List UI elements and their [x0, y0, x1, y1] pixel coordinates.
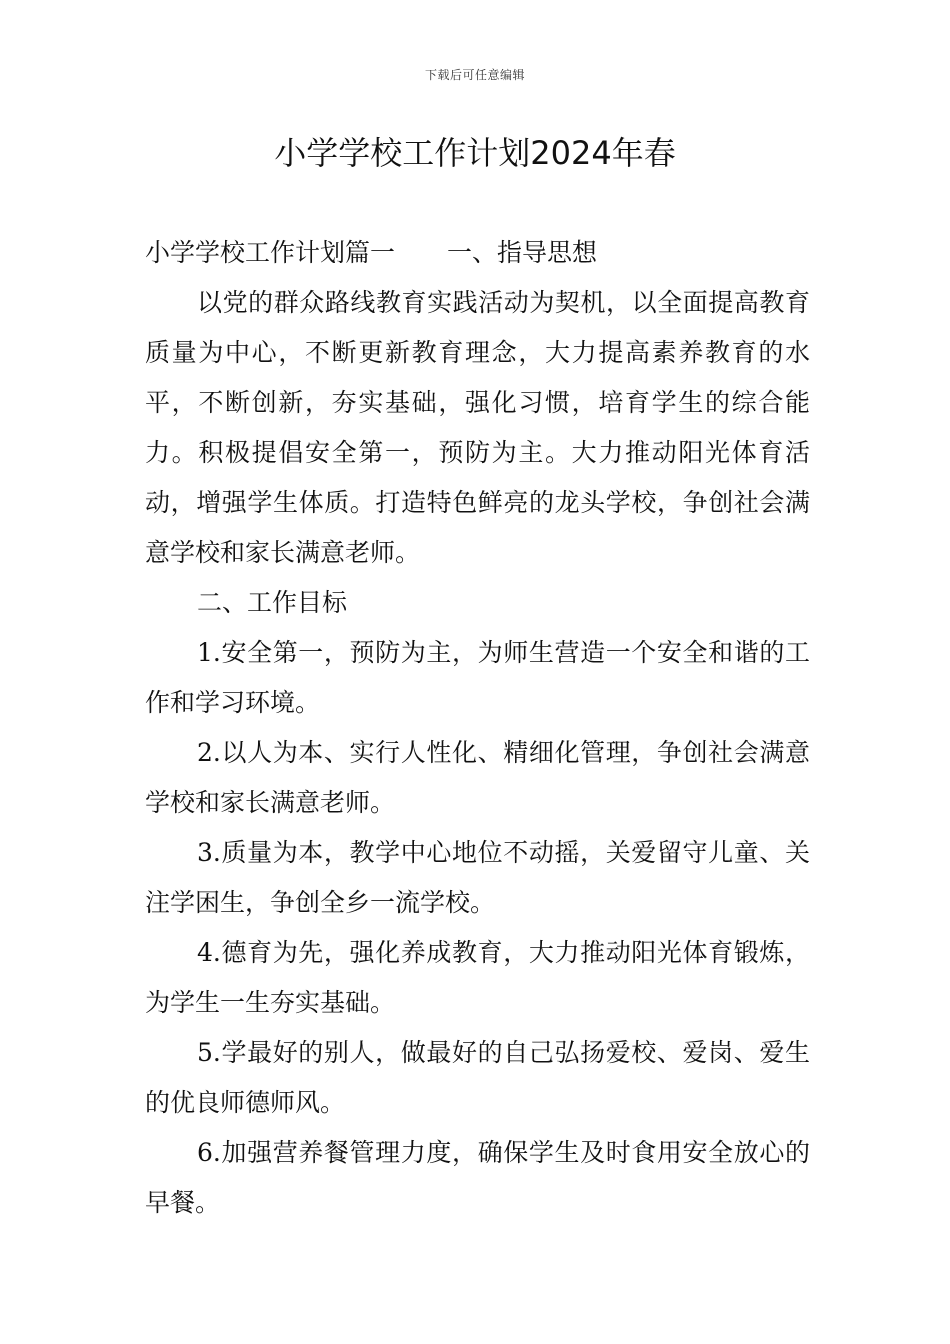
document-body	[145, 228, 810, 1228]
goal-item-6: 6.加强营养餐管理力度，确保学生及时食用安全放心的早餐。	[145, 1138, 810, 1217]
goal-item-4: 4.德育为先，强化养成教育，大力推动阳光体育锻炼，为学生一生夯实基础。	[145, 938, 810, 1017]
section-heading-goals: 二、工作目标	[197, 588, 348, 617]
goal-item-2: 2.以人为本、实行人性化、精细化管理，争创社会满意学校和家长满意老师。	[145, 738, 810, 817]
page-header-note: 下载后可任意编辑	[424, 68, 525, 82]
goal-item-1: 1.安全第一，预防为主，为师生营造一个安全和谐的工作和学习环境。	[145, 638, 810, 717]
article-heading: 小学学校工作计划篇一	[145, 238, 396, 267]
section-heading-line	[145, 228, 810, 278]
paragraph-guiding-thought: 以党的群众路线教育实践活动为契机，以全面提高教育质量为中心，不断更新教育理念，大力提高素养教育的水平，不断创新，夯实基础，强化习惯，培育学生的综合能力。积极提倡安全第一，预防为主。大力推动阳光体育活动，增强学生体质。打造特色鲜亮的龙头学校，争创社会满意学校和家长满意老师。	[145, 288, 810, 567]
document-title: 小学学校工作计划2024年春	[274, 134, 676, 172]
goal-item-3: 3.质量为本，教学中心地位不动摇，关爱留守儿童、关注学困生，争创全乡一流学校。	[145, 838, 810, 917]
section-heading: 一、指导思想	[447, 238, 598, 267]
goal-item-5: 5.学最好的别人，做最好的自己弘扬爱校、爱岗、爱生的优良师德师风。	[145, 1038, 810, 1117]
